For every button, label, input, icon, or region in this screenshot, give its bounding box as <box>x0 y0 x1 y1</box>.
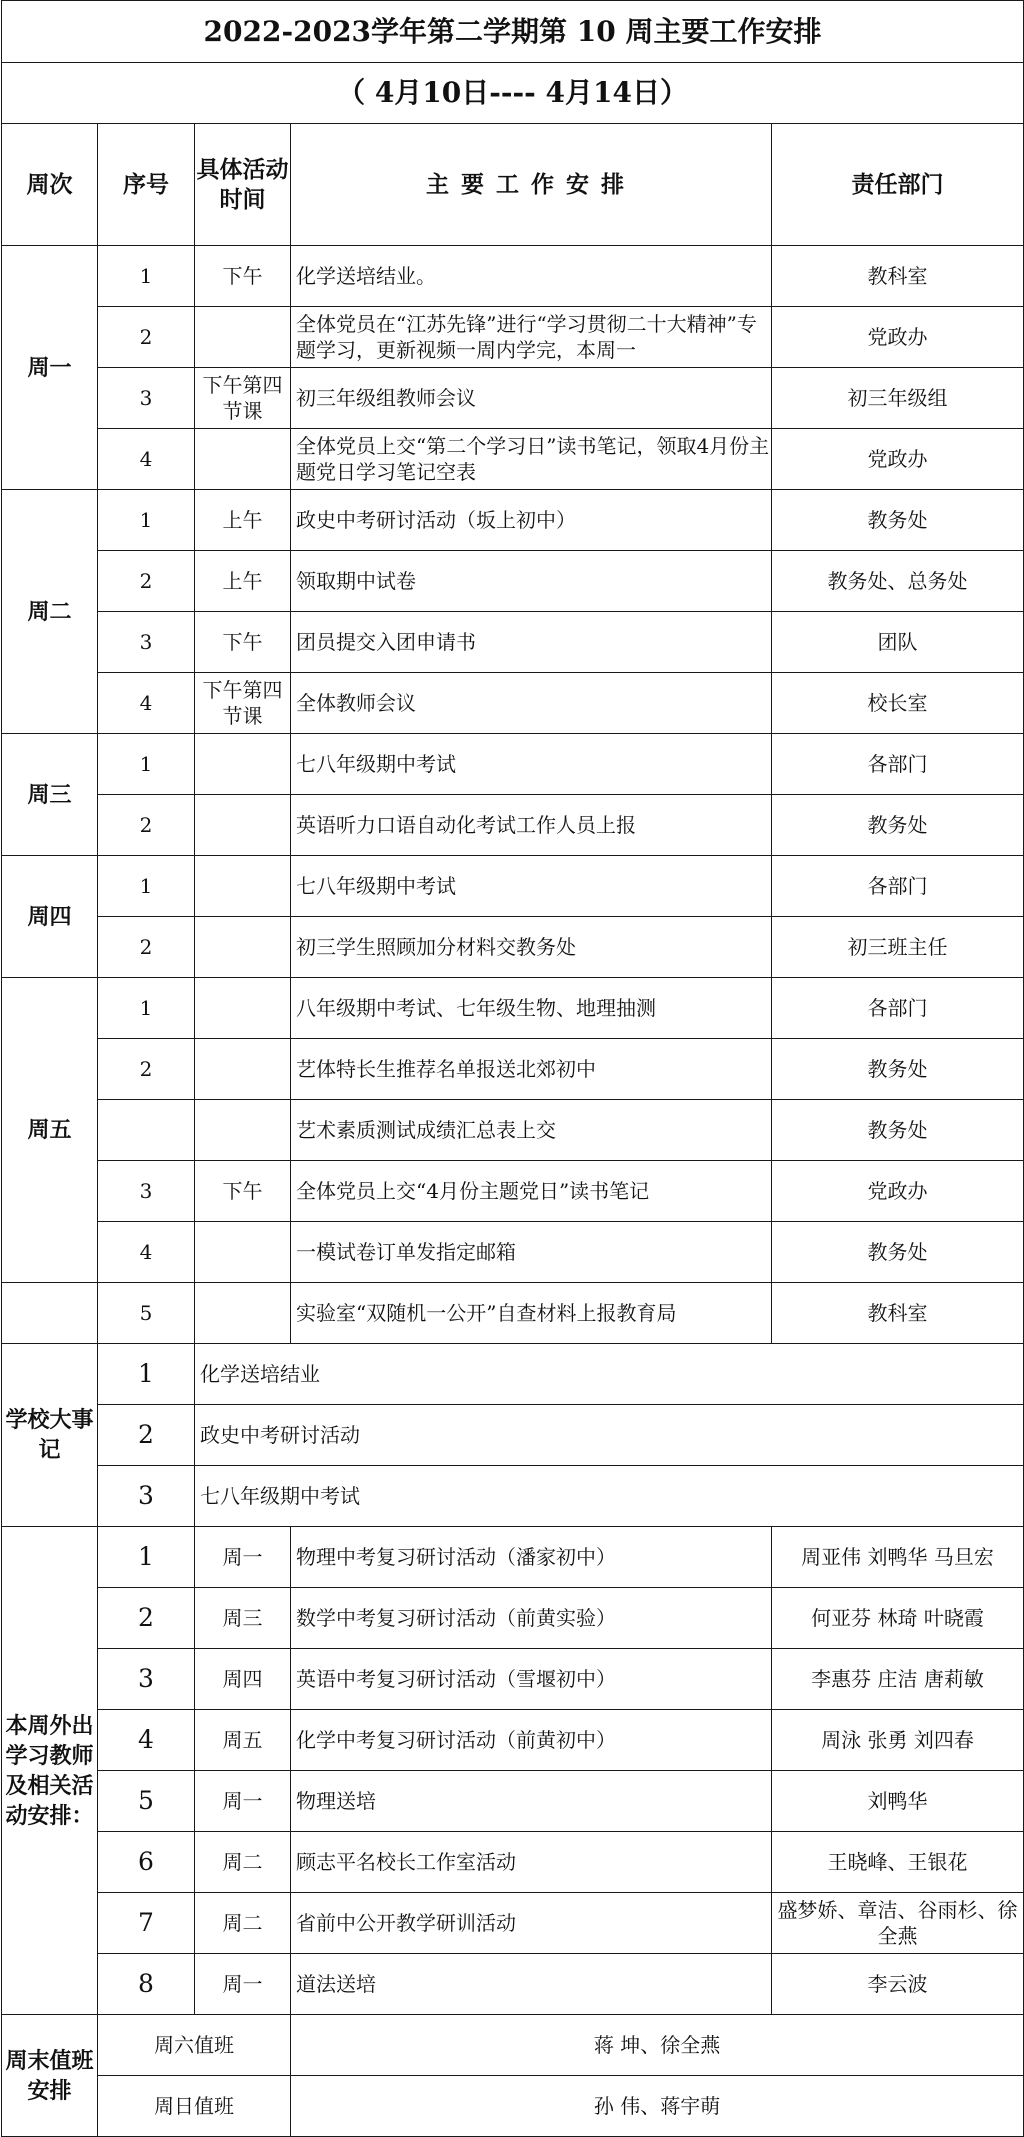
table-row <box>2 1222 1024 1283</box>
outing-day: 周二 <box>195 1832 291 1893</box>
work-item: 七八年级期中考试 <box>291 856 772 917</box>
outing-people: 刘鸭华 <box>772 1771 1024 1832</box>
header-no: 序号 <box>98 124 195 246</box>
row-number: 2 <box>98 1039 195 1100</box>
outing-row <box>2 1832 1024 1893</box>
work-item: 化学送培结业。 <box>291 246 772 307</box>
work-item: 艺体特长生推荐名单报送北郊初中 <box>291 1039 772 1100</box>
event-row <box>2 1466 1024 1527</box>
table-row <box>2 612 1024 673</box>
row-number: 3 <box>98 1161 195 1222</box>
work-item: 全体党员上交“第二个学习日”读书笔记，领取4月份主题党日学习笔记空表 <box>291 429 772 490</box>
outing-day: 周三 <box>195 1588 291 1649</box>
row-number: 4 <box>98 673 195 734</box>
outing-people: 何亚芬 林琦 叶晓霞 <box>772 1588 1024 1649</box>
responsible-dept: 党政办 <box>772 429 1024 490</box>
work-item: 领取期中试卷 <box>291 551 772 612</box>
outing-number: 3 <box>98 1649 195 1710</box>
activity-time: 下午 <box>195 246 291 307</box>
row-number: 3 <box>98 612 195 673</box>
work-item: 七八年级期中考试 <box>291 734 772 795</box>
activity-time <box>195 917 291 978</box>
day-label: 周一 <box>2 246 98 490</box>
responsible-dept: 各部门 <box>772 978 1024 1039</box>
header-dept: 责任部门 <box>772 124 1024 246</box>
responsible-dept: 各部门 <box>772 734 1024 795</box>
row-number: 1 <box>98 978 195 1039</box>
outing-row <box>2 1527 1024 1588</box>
event-number: 1 <box>98 1344 195 1405</box>
event-text: 七八年级期中考试 <box>195 1466 1024 1527</box>
outing-activity: 数学中考复习研讨活动（前黄实验） <box>291 1588 772 1649</box>
events-label: 学校大事记 <box>2 1344 98 1527</box>
row-number: 2 <box>98 795 195 856</box>
activity-time: 下午 <box>195 612 291 673</box>
work-item: 初三学生照顾加分材料交教务处 <box>291 917 772 978</box>
activity-time: 上午 <box>195 551 291 612</box>
activity-time <box>195 1283 291 1344</box>
table-row <box>2 246 1024 307</box>
outing-row <box>2 1771 1024 1832</box>
duty-day: 周日值班 <box>98 2076 291 2137</box>
row-number: 1 <box>98 490 195 551</box>
outing-people: 王晓峰、王银花 <box>772 1832 1024 1893</box>
event-number: 3 <box>98 1466 195 1527</box>
outing-people: 盛梦娇、章洁、谷雨杉、徐全燕 <box>772 1893 1024 1954</box>
activity-time: 上午 <box>195 490 291 551</box>
event-number: 2 <box>98 1405 195 1466</box>
work-item: 全体教师会议 <box>291 673 772 734</box>
outing-number: 2 <box>98 1588 195 1649</box>
responsible-dept: 初三年级组 <box>772 368 1024 429</box>
responsible-dept: 党政办 <box>772 307 1024 368</box>
outing-day: 周五 <box>195 1710 291 1771</box>
outing-number: 7 <box>98 1893 195 1954</box>
work-item: 全体党员上交“4月份主题党日”读书笔记 <box>291 1161 772 1222</box>
activity-time: 下午第四节课 <box>195 368 291 429</box>
table-row <box>2 429 1024 490</box>
work-item: 八年级期中考试、七年级生物、地理抽测 <box>291 978 772 1039</box>
outing-activity: 物理中考复习研讨活动（潘家初中） <box>291 1527 772 1588</box>
outing-number: 1 <box>98 1527 195 1588</box>
outing-activity: 物理送培 <box>291 1771 772 1832</box>
outing-day: 周一 <box>195 1527 291 1588</box>
outing-day: 周四 <box>195 1649 291 1710</box>
outing-activity: 顾志平名校长工作室活动 <box>291 1832 772 1893</box>
outing-activity: 道法送培 <box>291 1954 772 2015</box>
row-number: 3 <box>98 368 195 429</box>
activity-time <box>195 795 291 856</box>
table-row <box>2 490 1024 551</box>
responsible-dept: 校长室 <box>772 673 1024 734</box>
outing-people: 周亚伟 刘鸭华 马旦宏 <box>772 1527 1024 1588</box>
duty-people: 孙 伟、蒋宇萌 <box>291 2076 1024 2137</box>
row-number <box>98 1100 195 1161</box>
duty-row <box>2 2015 1024 2076</box>
work-item: 初三年级组教师会议 <box>291 368 772 429</box>
outing-number: 4 <box>98 1710 195 1771</box>
day-label: 周四 <box>2 856 98 978</box>
row-number: 5 <box>98 1283 195 1344</box>
day-label: 周三 <box>2 734 98 856</box>
duty-row <box>2 2076 1024 2137</box>
activity-time: 下午 <box>195 1161 291 1222</box>
header-week: 周次 <box>2 124 98 246</box>
work-item: 实验室“双随机一公开”自查材料上报教育局 <box>291 1283 772 1344</box>
date-range: （ 4月10日---- 4月14日） <box>2 63 1024 124</box>
responsible-dept: 教科室 <box>772 246 1024 307</box>
activity-time <box>195 856 291 917</box>
activity-time <box>195 1100 291 1161</box>
table-row <box>2 1100 1024 1161</box>
activity-time: 下午第四节课 <box>195 673 291 734</box>
row-number: 1 <box>98 246 195 307</box>
outing-row <box>2 1710 1024 1771</box>
header-time: 具体活动时间 <box>195 124 291 246</box>
responsible-dept: 教科室 <box>772 1283 1024 1344</box>
table-row <box>2 856 1024 917</box>
duty-day: 周六值班 <box>98 2015 291 2076</box>
activity-time <box>195 307 291 368</box>
event-text: 化学送培结业 <box>195 1344 1024 1405</box>
activity-time <box>195 734 291 795</box>
weekly-schedule-table <box>1 0 1024 2137</box>
activity-time <box>195 978 291 1039</box>
outing-number: 8 <box>98 1954 195 2015</box>
work-item: 全体党员在“江苏先锋”进行“学习贯彻二十大精神”专题学习，更新视频一周内学完，本周一 <box>291 307 772 368</box>
outing-row <box>2 1588 1024 1649</box>
day-label: 周五 <box>2 978 98 1283</box>
row-number: 2 <box>98 551 195 612</box>
outing-row <box>2 1893 1024 1954</box>
responsible-dept: 教务处 <box>772 490 1024 551</box>
empty-week-cell <box>2 1283 98 1344</box>
row-number: 4 <box>98 429 195 490</box>
table-row <box>2 1283 1024 1344</box>
outing-day: 周一 <box>195 1771 291 1832</box>
activity-time <box>195 1222 291 1283</box>
table-row <box>2 734 1024 795</box>
outing-row <box>2 1954 1024 2015</box>
outing-activity: 化学中考复习研讨活动（前黄初中） <box>291 1710 772 1771</box>
table-row <box>2 368 1024 429</box>
outing-label: 本周外出学习教师及相关活动安排： <box>2 1527 98 2015</box>
outing-day: 周一 <box>195 1954 291 2015</box>
duty-label: 周末值班安排 <box>2 2015 98 2137</box>
event-row <box>2 1344 1024 1405</box>
table-row <box>2 795 1024 856</box>
work-item: 团员提交入团申请书 <box>291 612 772 673</box>
outing-people: 李惠芬 庄洁 唐莉敏 <box>772 1649 1024 1710</box>
day-label: 周二 <box>2 490 98 734</box>
row-number: 1 <box>98 734 195 795</box>
responsible-dept: 党政办 <box>772 1161 1024 1222</box>
work-item: 艺术素质测试成绩汇总表上交 <box>291 1100 772 1161</box>
activity-time <box>195 1039 291 1100</box>
page-title: 2022-2023学年第二学期第 10 周主要工作安排 <box>2 1 1024 63</box>
responsible-dept: 团队 <box>772 612 1024 673</box>
responsible-dept: 各部门 <box>772 856 1024 917</box>
event-row <box>2 1405 1024 1466</box>
table-row <box>2 917 1024 978</box>
row-number: 2 <box>98 307 195 368</box>
outing-activity: 英语中考复习研讨活动（雪堰初中） <box>291 1649 772 1710</box>
outing-activity: 省前中公开教学研训活动 <box>291 1893 772 1954</box>
work-item: 政史中考研讨活动（坂上初中） <box>291 490 772 551</box>
outing-day: 周二 <box>195 1893 291 1954</box>
outing-people: 李云波 <box>772 1954 1024 2015</box>
row-number: 4 <box>98 1222 195 1283</box>
work-item: 一模试卷订单发指定邮箱 <box>291 1222 772 1283</box>
table-row <box>2 307 1024 368</box>
header-work: 主要工作安排 <box>291 124 772 246</box>
table-row <box>2 978 1024 1039</box>
outing-number: 6 <box>98 1832 195 1893</box>
row-number: 1 <box>98 856 195 917</box>
table-row <box>2 1161 1024 1222</box>
table-row <box>2 1039 1024 1100</box>
responsible-dept: 教务处 <box>772 1100 1024 1161</box>
activity-time <box>195 429 291 490</box>
work-item: 英语听力口语自动化考试工作人员上报 <box>291 795 772 856</box>
responsible-dept: 初三班主任 <box>772 917 1024 978</box>
responsible-dept: 教务处 <box>772 795 1024 856</box>
responsible-dept: 教务处、总务处 <box>772 551 1024 612</box>
outing-people: 周泳 张勇 刘四春 <box>772 1710 1024 1771</box>
table-row <box>2 551 1024 612</box>
duty-people: 蒋 坤、徐全燕 <box>291 2015 1024 2076</box>
outing-row <box>2 1649 1024 1710</box>
responsible-dept: 教务处 <box>772 1039 1024 1100</box>
event-text: 政史中考研讨活动 <box>195 1405 1024 1466</box>
outing-number: 5 <box>98 1771 195 1832</box>
table-row <box>2 673 1024 734</box>
responsible-dept: 教务处 <box>772 1222 1024 1283</box>
row-number: 2 <box>98 917 195 978</box>
